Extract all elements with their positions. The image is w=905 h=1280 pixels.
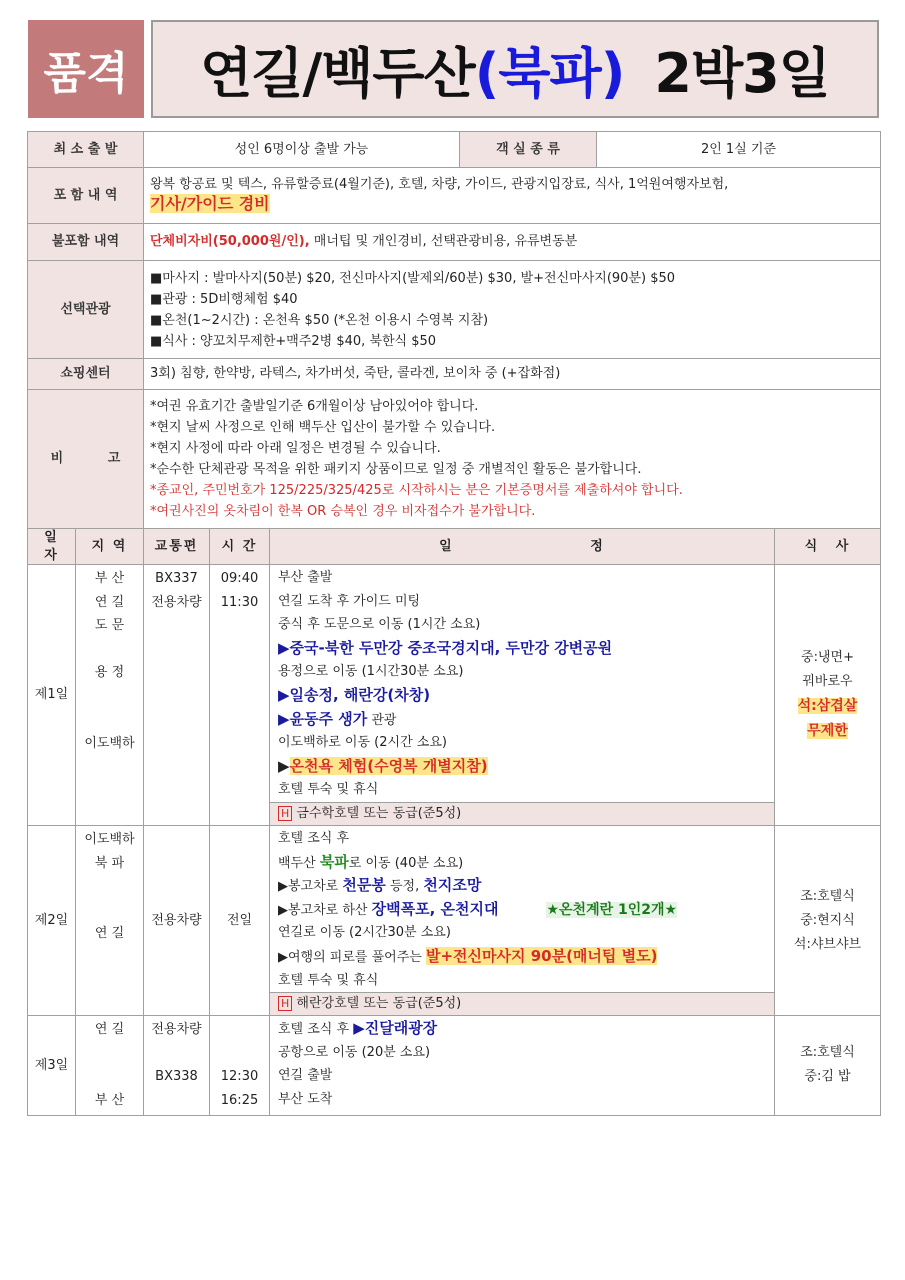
day2-meals: 조:호텔식 중:현지식 석:샤브샤브: [775, 826, 881, 1016]
day2-time: 전일: [210, 826, 270, 1016]
page-title: 연길/백두산 (북파) 2박3일: [151, 20, 879, 118]
day1-meals: 중:냉면+ 꿔바로우 석:삼겹살 무제한: [775, 565, 881, 826]
excluded-label: 불포함 내역: [28, 224, 144, 261]
min-departure-value: 성인 6명이상 출발 가능: [144, 132, 460, 168]
day2-transport: 전용차량: [144, 826, 210, 1016]
room-type-label: 객 실 종 류: [460, 132, 597, 168]
col-schedule-header: 일 정: [270, 529, 775, 565]
day3-meals: 조:호텔식 중:김 밥: [775, 1016, 881, 1115]
included-value: 왕복 항공료 및 텍스, 유류할증료(4월기준), 호텔, 차량, 가이드, 관광지입장료, 식사, 1억원여행자보험, 기사/가이드 경비: [144, 168, 881, 224]
col-transport-header: 교통편: [144, 529, 210, 565]
optional-tour-list: ■마사지 : 발마사지(50분) $20, 전신마사지(발제외/60분) $30, 발+전신마사지(90분) $50 ■관광 : 5D비행체험 $40 ■온천(1~2시간) : 온천욕 $50 (*온천 이용시 수영복 지참) ■식사 : 양꼬치무제한+맥주2병 $40, 북한식 $50: [144, 261, 881, 359]
col-day-header: 일 자: [28, 529, 76, 565]
day1-times: 09:40 11:30: [210, 565, 270, 826]
day2-label: 제2일: [28, 826, 76, 1016]
day1-itinerary: 부산 출발 연길 도착 후 가이드 미팅 중식 후 도문으로 이동 (1시간 소요) ▶중국-북한 두만강 중조국경지대, 두만강 강변공원 용정으로 이동 (1시간30분 소요) ▶일송정, 해란강(차창) ▶윤동주 생가 관광 이도백하로 이동 (2시간 소요) ▶온천욕 체험(수영복 개별지참) 호텔 투숙 및 휴식 H 금수학호텔 또는 동급(준5성): [270, 565, 775, 826]
day1-regions: 부 산 연 길 도 문 용 정 이도백하: [76, 565, 144, 826]
room-type-value: 2인 1실 기준: [597, 132, 881, 168]
col-time-header: 시 간: [210, 529, 270, 565]
optional-tour-label: 선택관광: [28, 261, 144, 359]
hotel-icon: H: [278, 996, 292, 1011]
remarks-label: 비 고: [28, 390, 144, 529]
min-departure-label: 최 소 출 발: [28, 132, 144, 168]
day3-label: 제3일: [28, 1016, 76, 1115]
driver-guide-fee-highlight: 기사/가이드 경비: [150, 194, 270, 214]
hotel-icon: H: [278, 806, 292, 821]
excluded-value: 단체비자비(50,000원/인), 매너팁 및 개인경비, 선택관광비용, 유류변동분: [144, 224, 881, 261]
day2-row: [28, 826, 881, 1016]
day3-regions: 연 길 부 산: [76, 1016, 144, 1115]
col-region-header: 지 역: [76, 529, 144, 565]
day1-row: [28, 565, 881, 826]
day3-row: [28, 1016, 881, 1115]
day3-times: 12:30 16:25: [210, 1016, 270, 1115]
day2-hotel: H 해란강호텔 또는 동급(준5성): [270, 992, 774, 1015]
itinerary-table: [27, 528, 881, 1116]
hot-spring-egg-badge: ★온천계란 1인2개★: [546, 901, 678, 918]
included-label: 포 함 내 역: [28, 168, 144, 224]
shopping-label: 쇼핑센터: [28, 359, 144, 390]
day3-transport: 전용차량 BX338: [144, 1016, 210, 1115]
col-meal-header: 식 사: [775, 529, 881, 565]
day2-itinerary: 호텔 조식 후 백두산 북파로 이동 (40분 소요) ▶봉고차로 천문봉 등정, 천지조망 ▶봉고차로 하산 장백폭포, 온천지대 ★온천계란 1인2개★ 연길로 이동 (2시간30분 소요) ▶여행의 피로를 풀어주는 발+전신마사지 90분(매너팁 별도) 호텔 투숙 및 휴식 H 해란강호텔 또는 동급(준5성): [270, 826, 775, 1016]
day3-itinerary: 호텔 조식 후 ▶진달래광장 공항으로 이동 (20분 소요) 연길 출발 부산 도착: [270, 1016, 775, 1115]
day2-regions: 이도백하 북 파 연 길: [76, 826, 144, 1016]
day1-transport: BX337 전용차량: [144, 565, 210, 826]
day1-label: 제1일: [28, 565, 76, 826]
day1-hotel: H 금수학호텔 또는 동급(준5성): [270, 802, 774, 825]
grade-badge: 품격: [28, 20, 144, 118]
tour-info-table: [27, 131, 881, 529]
shopping-value: 3회) 침향, 한약방, 라텍스, 차가버섯, 죽탄, 콜라겐, 보이차 중 (+잡화점): [144, 359, 881, 390]
remarks-list: *여권 유효기간 출발일기준 6개월이상 남아있어야 합니다. *현지 날씨 사정으로 인해 백두산 입산이 불가할 수 있습니다. *현지 사정에 따라 아래 일정은 변경될 수 있습니다. *순수한 단체관광 목적을 위한 패키지 상품이므로 일정 중 개별적인 활동은 불가합니다. *종교인, 주민번호가 125/225/325/425로 시작하시는 분은 기본증명서를 제출하셔야 합니다. *여권사진의 옷차림이 한복 OR 승복인 경우 비자접수가 불가합니다.: [144, 390, 881, 529]
